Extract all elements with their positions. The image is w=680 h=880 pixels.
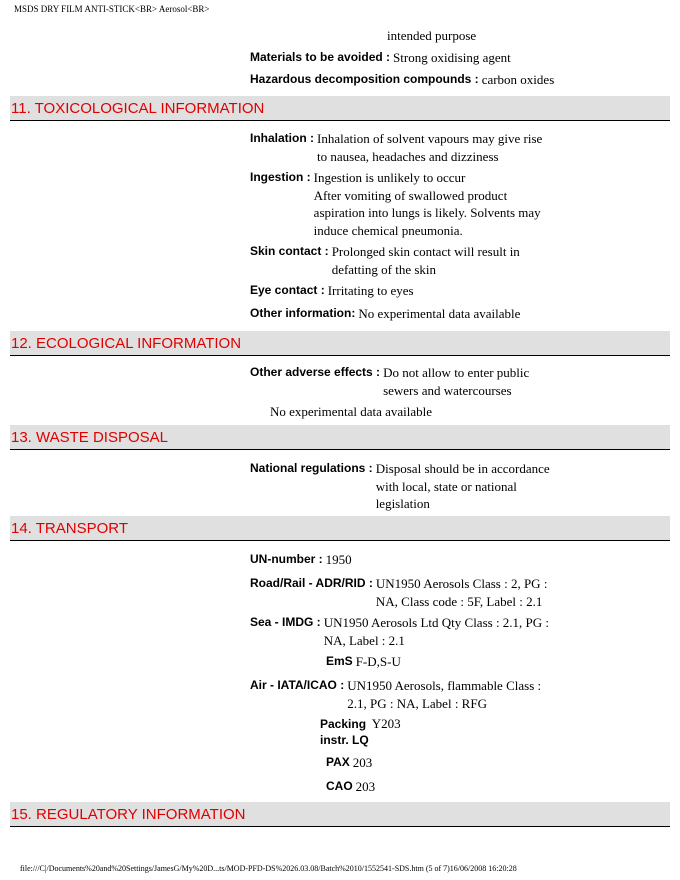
inhalation-value: Inhalation of solvent vapours may give rise to nausea, headaches and dizziness (317, 131, 543, 164)
cao-label: CAO (326, 779, 353, 793)
air-iata-row (250, 677, 541, 712)
sea-imdg-row (250, 614, 549, 649)
packing-value: Y203 (371, 716, 401, 731)
national-regulations-label: National regulations : (250, 461, 373, 475)
air-iata-value: UN1950 Aerosols, flammable Class : 2.1, PG : NA, Label : RFG (347, 678, 542, 711)
national-regulations-value: Disposal should be in accordance with local, state or national legislation (375, 461, 550, 511)
intended-purpose-text: intended purpose (387, 28, 477, 43)
materials-avoided-row (250, 49, 511, 67)
skin-contact-row (250, 243, 520, 278)
sea-imdg-label: Sea - IMDG : (250, 615, 321, 629)
air-iata-label: Air - IATA/ICAO : (250, 678, 345, 692)
pax-row (326, 754, 372, 772)
ems-value: F-D,S-U (355, 654, 401, 669)
section-15-header (10, 802, 670, 827)
section-15-title: 15. REGULATORY INFORMATION (11, 806, 246, 823)
section-14-title: 14. TRANSPORT (11, 520, 128, 537)
skin-contact-value: Prolonged skin contact will result in defatting of the skin (331, 244, 520, 277)
other-adverse-effects-value: Do not allow to enter public sewers and watercourses (383, 365, 530, 398)
other-adverse-effects-row (250, 364, 529, 399)
ingestion-label: Ingestion : (250, 170, 311, 184)
ingestion-value: Ingestion is unlikely to occur After vomiting of swallowed product aspiration into lungs is likely. Solvents may induce chemical pneumonia. (313, 170, 541, 238)
sea-imdg-value: UN1950 Aerosols Ltd Qty Class : 2.1, PG : NA, Label : 2.1 (323, 615, 550, 648)
eye-contact-row (250, 282, 414, 300)
hazardous-decomposition-row (250, 71, 554, 89)
other-information-row (250, 305, 520, 323)
pax-value: 203 (352, 755, 373, 770)
road-rail-value: UN1950 Aerosols Class : 2, PG : NA, Class code : 5F, Label : 2.1 (375, 576, 548, 609)
materials-avoided-value: Strong oxidising agent (393, 50, 511, 65)
section-13-header (10, 425, 670, 450)
hazardous-decomposition-label: Hazardous decomposition compounds : (250, 72, 479, 86)
un-number-row (250, 551, 352, 569)
section-12-header (10, 331, 670, 356)
packing-label: Packing instr. LQ (320, 717, 369, 747)
page-header: MSDS DRY FILM ANTI-STICK<BR> Aerosol<BR> (14, 4, 210, 14)
skin-contact-label: Skin contact : (250, 244, 329, 258)
road-rail-row (250, 575, 547, 610)
section-11-header (10, 96, 670, 121)
materials-avoided-label: Materials to be avoided : (250, 50, 391, 64)
page-footer: file:///C|/Documents%20and%20Settings/JamesG/My%20D...ts/MOD-PFD-DS%2026.03.08/Batch%2010/1552541-SDS.htm (5 of 7)16/06/2008 16:20:28 (20, 864, 517, 873)
hazardous-decomposition-value: carbon oxides (481, 72, 555, 87)
other-information-value: No experimental data available (358, 306, 521, 321)
ems-row (326, 653, 401, 671)
section-13-title: 13. WASTE DISPOSAL (11, 429, 168, 446)
pax-label: PAX (326, 755, 350, 769)
cao-value: 203 (355, 779, 376, 794)
inhalation-row (250, 130, 542, 165)
section-11-title: 11. TOXICOLOGICAL INFORMATION (11, 100, 265, 117)
eye-contact-value: Irritating to eyes (327, 283, 414, 298)
ems-label: EmS (326, 654, 353, 668)
national-regulations-row (250, 460, 550, 513)
packing-row (320, 715, 401, 748)
ingestion-row (250, 169, 541, 239)
other-adverse-effects-label: Other adverse effects : (250, 365, 381, 379)
cao-row (326, 778, 375, 796)
inhalation-label: Inhalation : (250, 131, 314, 145)
section-14-header (10, 516, 670, 541)
section-12-title: 12. ECOLOGICAL INFORMATION (11, 335, 242, 352)
eye-contact-label: Eye contact : (250, 283, 325, 297)
other-information-label: Other information: (250, 306, 356, 320)
un-number-value: 1950 (325, 552, 352, 567)
ecological-no-data-text: No experimental data available (270, 404, 433, 419)
road-rail-label: Road/Rail - ADR/RID : (250, 576, 373, 590)
un-number-label: UN-number : (250, 552, 323, 566)
